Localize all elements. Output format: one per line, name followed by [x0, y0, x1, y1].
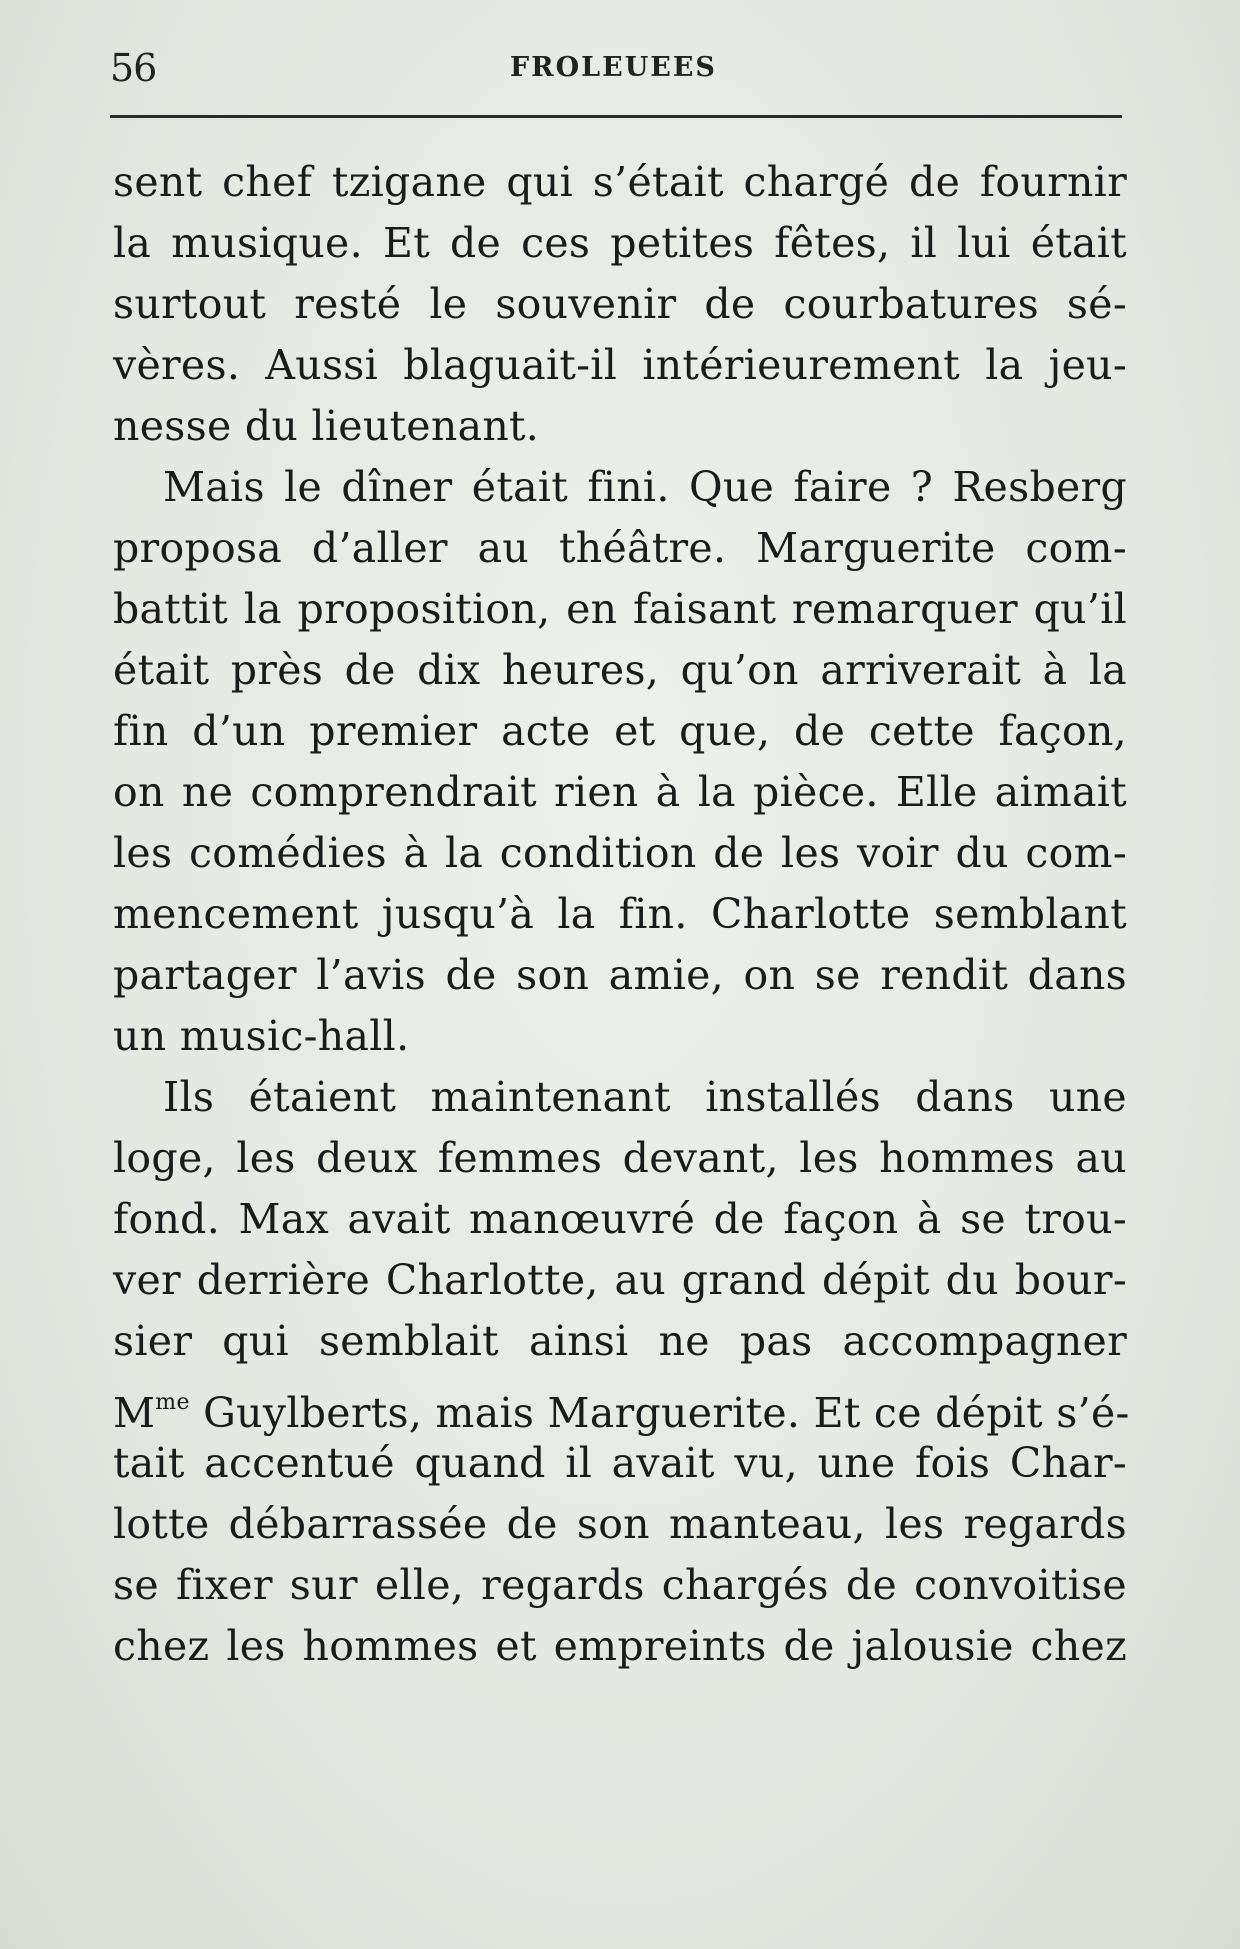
text-line: mencement jusqu’à la fin. Charlotte semblant — [113, 890, 1127, 938]
text-line: sent chef tzigane qui s’était chargé de fournir — [113, 158, 1127, 206]
text-line: partager l’avis de son amie, on se rendit dans — [113, 951, 1127, 999]
body-text — [113, 152, 1130, 1677]
text-line: on ne comprendrait rien à la pièce. Elle aimait — [113, 768, 1127, 816]
text-line: sier qui semblait ainsi ne pas accompagner — [113, 1317, 1127, 1365]
page-number: 56 — [110, 46, 157, 90]
text-line: nesse du lieutenant. — [113, 402, 540, 450]
text-line: les comédies à la condition de les voir du com- — [113, 829, 1127, 877]
running-title: FROLEUEES — [510, 52, 717, 83]
text-line: ver derrière Charlotte, au grand dépit du bour- — [113, 1256, 1127, 1304]
text-line: loge, les deux femmes devant, les hommes au — [113, 1134, 1127, 1182]
text-line-rest: Guylberts, mais Marguerite. Et ce dépit s’é- — [203, 1389, 1130, 1437]
paragraph-start-line: Ils étaient maintenant installés dans une — [163, 1073, 1127, 1121]
paragraph-start-line: Mais le dîner était fini. Que faire ? Resberg — [163, 463, 1127, 511]
text-line: surtout resté le souvenir de courbatures sé- — [113, 280, 1127, 328]
abbreviation-superscript: me — [155, 1390, 190, 1415]
text-line: chez les hommes et empreints de jalousie chez — [113, 1622, 1127, 1670]
text-line: un music-hall. — [113, 1012, 410, 1060]
page-header — [110, 38, 1122, 88]
text-line: battit la proposition, en faisant remarquer qu’il — [113, 585, 1127, 633]
text-line: lotte débarrassée de son manteau, les regards — [113, 1500, 1127, 1548]
text-line: proposa d’aller au théâtre. Marguerite com- — [113, 524, 1127, 572]
text-line: était près de dix heures, qu’on arriverait à la — [113, 646, 1127, 694]
text-line: la musique. Et de ces petites fêtes, il lui était — [113, 219, 1127, 267]
text-line: fin d’un premier acte et que, de cette façon, — [113, 707, 1127, 755]
text-line: tait accentué quand il avait vu, une fois Char- — [113, 1439, 1127, 1487]
text-line: fond. Max avait manœuvré de façon à se trou- — [113, 1195, 1127, 1243]
header-rule — [110, 115, 1122, 118]
abbreviation-main: M — [113, 1389, 156, 1437]
text-line: se fixer sur elle, regards chargés de convoitise — [113, 1561, 1127, 1609]
text-line: vères. Aussi blaguait-il intérieurement la jeu- — [113, 341, 1127, 389]
text-line-with-abbreviation — [113, 1372, 1130, 1437]
